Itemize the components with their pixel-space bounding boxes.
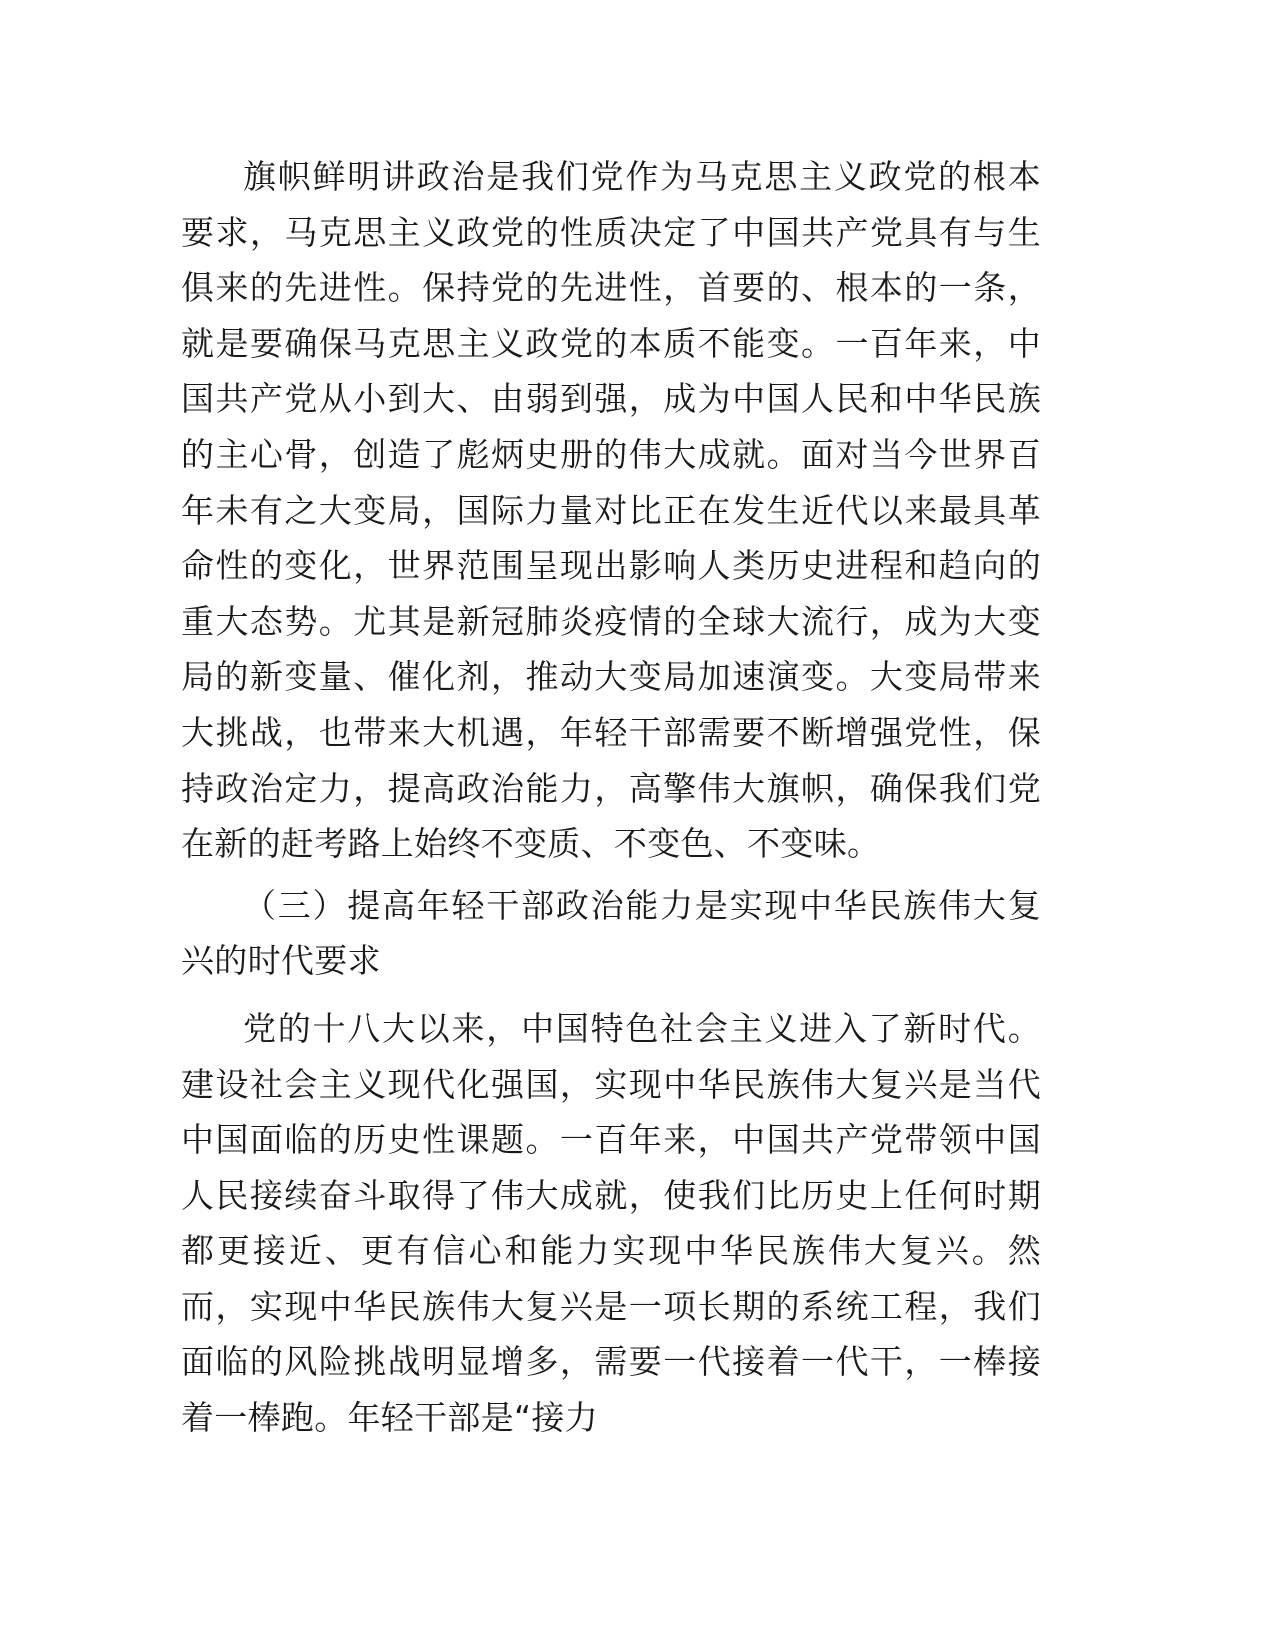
- paragraph-political-requirement: 旗帜鲜明讲政治是我们党作为马克思主义政党的根本要求，马克思主义政党的性质决定了中国共产党具有与生俱来的先进性。保持党的先进性，首要的、根本的一条，就是要确保马克思主义政党的本质不能变。一百年来，中国共产党从小到大、由弱到强，成为中国人民和中华民族的主心骨，创造了彪炳史册的伟大成就。面对当今世界百年未有之大变局，国际力量对比正在发生近代以来最具革命性的变化，世界范围呈现出影响人类历史进程和趋向的重大态势。尤其是新冠肺炎疫情的全球大流行，成为大变局的新变量、催化剂，推动大变局加速演变。大变局带来大挑战，也带来大机遇，年轻干部需要不断增强党性，保持政治定力，提高政治能力，高擎伟大旗帜，确保我们党在新的赶考路上始终不变质、不变色、不变味。: [181, 157, 1041, 864]
- document-body: [181, 149, 1041, 1446]
- paragraph-new-era: 党的十八大以来，中国特色社会主义进入了新时代。建设社会主义现代化强国，实现中华民族伟大复兴是当代中国面临的历史性课题。一百年来，中国共产党带领中国人民接续奋斗取得了伟大成就，使我们比历史上任何时期都更接近、更有信心和能力实现中华民族伟大复兴。然而，实现中华民族伟大复兴是一项长期的系统工程，我们面临的风险挑战明显增多，需要一代接着一代干，一棒接着一棒跑。年轻干部是“接力: [181, 1008, 1041, 1438]
- section-heading: （三）提高年轻干部政治能力是实现中华民族伟大复兴的时代要求: [181, 885, 1041, 981]
